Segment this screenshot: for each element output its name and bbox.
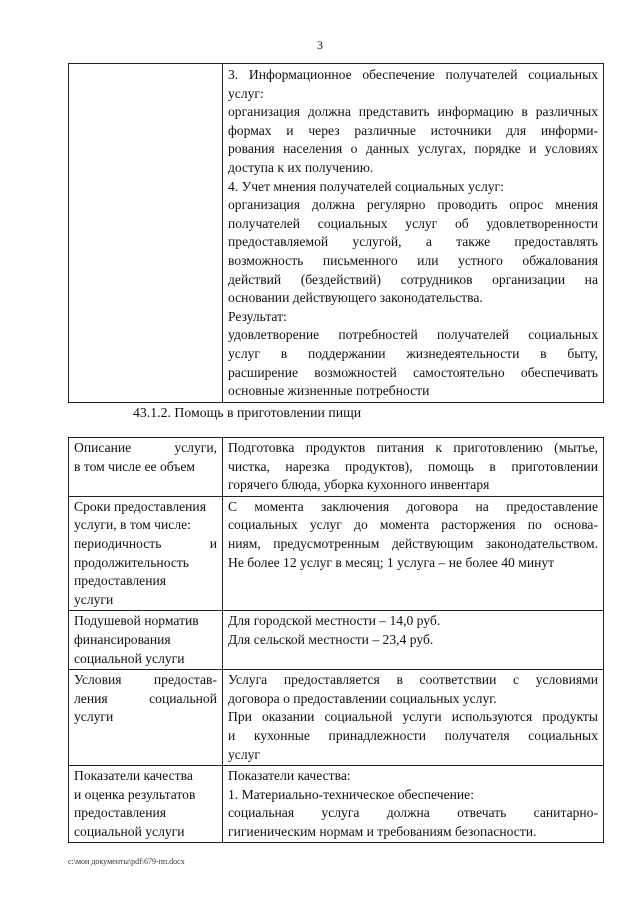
- table-row-quality: [69, 766, 604, 843]
- text-line: доступа к их получению.: [228, 159, 374, 175]
- row-label: [69, 766, 223, 843]
- label-line: в том числе ее объем: [74, 458, 195, 474]
- text-line: ниям, предусмотренным действующим законодательством.: [228, 535, 598, 551]
- label-line: продолжительность: [74, 554, 190, 570]
- label-line: услуги: [74, 709, 114, 725]
- text-line: Услуга предоставляется в соответствии с условиями: [228, 672, 598, 688]
- page-number: 3: [317, 38, 323, 52]
- text-line: Для городской местности – 14,0 руб.: [228, 613, 441, 629]
- label-line: Подушевой норматив: [74, 613, 199, 629]
- label-line: услуги: [74, 591, 114, 607]
- row-label: [69, 438, 223, 497]
- text-line: социальных услуг до момента расторжения по основа-: [228, 517, 598, 533]
- label-line: Описание услуги,: [74, 440, 217, 455]
- row-value: [223, 766, 604, 843]
- label-line: социальной услуги: [74, 823, 185, 839]
- label-line: услуги, в том числе:: [74, 517, 191, 533]
- text-line: основании действующего законодательства.: [228, 290, 483, 306]
- text-line: возможность письменного или устного обжалования: [228, 252, 598, 268]
- text-line: Результат:: [228, 308, 287, 324]
- row-value: [223, 438, 604, 497]
- text-line: рования населения о данных услугах, порядке и условиях: [228, 141, 598, 157]
- text-line: услуг в поддержании жизнедеятельности в быту,: [228, 345, 598, 361]
- label-line: Сроки предоставления: [74, 498, 206, 514]
- text-line: удовлетворение потребностей получателей социальных: [228, 327, 598, 343]
- text-line: чистка, нарезка продуктов), помощь в приготовлении: [228, 458, 598, 474]
- label-line: социальной услуги: [74, 650, 185, 666]
- label-line: предоставления: [74, 805, 167, 821]
- label-line: предоставления: [74, 573, 167, 589]
- text-line: С момента заключения договора на предоставление: [228, 498, 598, 514]
- row-label: [69, 670, 223, 766]
- text-line: расширение возможностей самостоятельно обеспечивать: [228, 364, 598, 380]
- text-line: действий (бездействий) сотрудников организации на: [228, 271, 598, 287]
- text-line: договора о предоставлении социальных услуг.: [228, 690, 497, 706]
- table-row-description: [69, 438, 604, 497]
- text-line: организация должна регулярно проводить опрос мнения: [228, 197, 598, 213]
- table-cell-text: [223, 64, 604, 403]
- text-line: услуг:: [228, 85, 264, 101]
- table-row: [69, 64, 604, 403]
- text-line: получателей социальных услуг об удовлетворенности: [228, 215, 598, 231]
- label-line: периодичность и: [74, 535, 217, 551]
- continuation-table: [68, 63, 604, 403]
- text-line: Не более 12 услуг в месяц; 1 услуга – не более 40 минут: [228, 554, 555, 570]
- table-row-terms: [69, 496, 604, 611]
- service-table: [68, 437, 604, 843]
- text-line: 3. Информационное обеспечение получателей социальных: [228, 67, 598, 82]
- table-row-funding: [69, 611, 604, 670]
- row-value: [223, 611, 604, 670]
- text-line: основные жизненные потребности: [228, 383, 430, 399]
- table-row-conditions: [69, 670, 604, 766]
- text-line: 1. Материально-техническое обеспечение:: [228, 786, 474, 802]
- text-line: горячего блюда, уборка кухонного инвентаря: [228, 477, 490, 493]
- text-line: гигиеническим нормам и требованиям безопасности.: [228, 823, 537, 839]
- label-line: и оценка результатов: [74, 786, 196, 802]
- label-line: Условия предостав-: [74, 672, 217, 688]
- text-line: Подготовка продуктов питания к приготовлению (мытье,: [228, 440, 598, 455]
- row-label: [69, 611, 223, 670]
- label-line: финансирования: [74, 631, 171, 647]
- text-line: Показатели качества:: [228, 768, 351, 784]
- text-line: услуг: [228, 746, 260, 762]
- text-line: организация должна представить информацию в различных: [228, 104, 598, 120]
- row-value: [223, 670, 604, 766]
- table-cell-empty: [69, 64, 223, 403]
- label-line: Показатели качества: [74, 768, 193, 784]
- text-line: и кухонные принадлежности получателя социальных: [228, 727, 598, 743]
- footer-file-path: c:\мои документы\pdf\679-пп.docx: [68, 857, 185, 866]
- text-line: социальная услуга должна отвечать санитарно-: [228, 805, 598, 821]
- row-label: [69, 496, 223, 611]
- text-line: 4. Учет мнения получателей социальных услуг:: [228, 178, 504, 194]
- text-line: предоставляемой услугой, а также предоставлять: [228, 234, 598, 250]
- section-heading: 43.1.2. Помощь в приготовлении пищи: [133, 405, 362, 420]
- label-line: ления социальной: [74, 690, 217, 706]
- text-line: При оказании социальной услуги используются продукты: [228, 709, 598, 725]
- text-line: формах и через различные источники для информи-: [228, 122, 598, 138]
- text-line: Для сельской местности – 23,4 руб.: [228, 631, 434, 647]
- row-value: [223, 496, 604, 611]
